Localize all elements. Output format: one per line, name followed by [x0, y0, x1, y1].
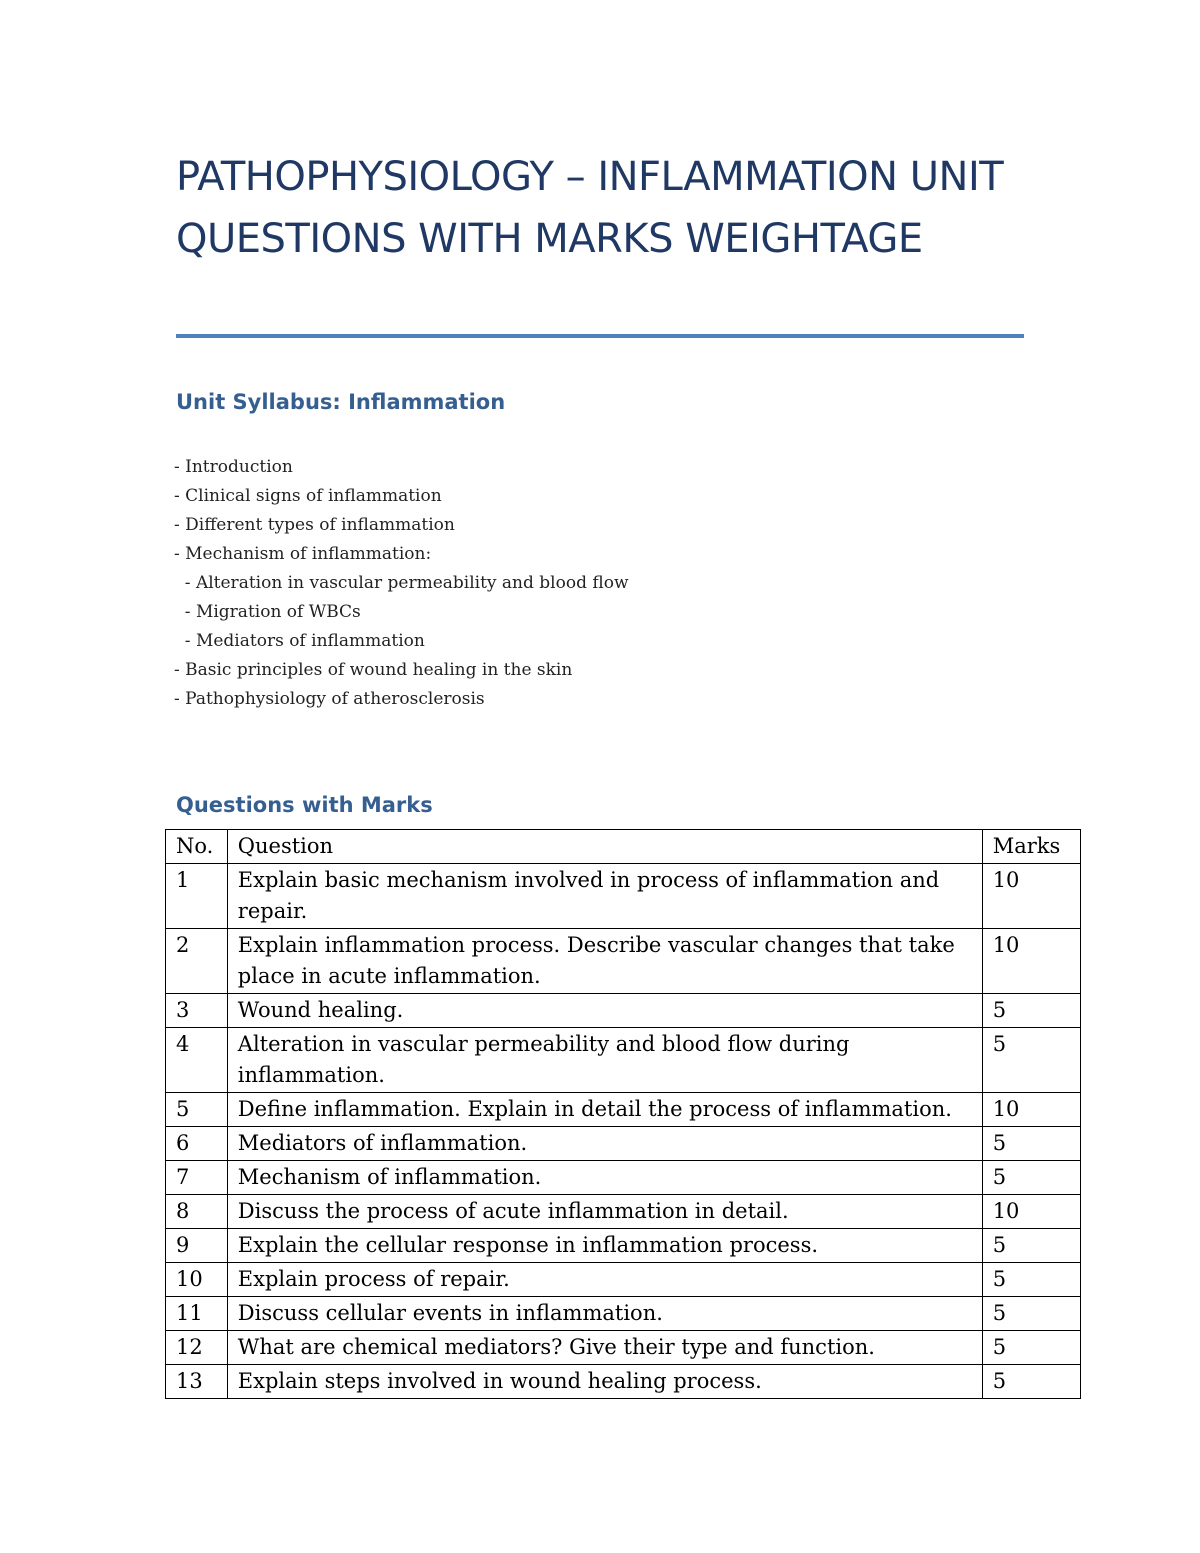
- syllabus-item: - Pathophysiology of atherosclerosis: [174, 689, 485, 709]
- questions-heading: Questions with Marks: [176, 793, 433, 817]
- table-row: [166, 1263, 1081, 1297]
- syllabus-subitem: - Mediators of inflammation: [174, 631, 425, 651]
- question-text: Mechanism of inflammation.: [227, 1161, 982, 1195]
- table-row: [166, 929, 1081, 994]
- question-text: Mediators of inflammation.: [227, 1127, 982, 1161]
- syllabus-item: - Clinical signs of inflammation: [174, 486, 442, 506]
- syllabus-subitem: - Alteration in vascular permeability and blood flow: [174, 573, 629, 593]
- question-marks: 5: [982, 1127, 1080, 1161]
- question-text: Alteration in vascular permeability and blood flow during inflammation.: [227, 1028, 982, 1093]
- table-row: [166, 1297, 1081, 1331]
- question-text: Discuss cellular events in inflammation.: [227, 1297, 982, 1331]
- question-number: 3: [166, 994, 228, 1028]
- table-row: [166, 1028, 1081, 1093]
- syllabus-item: - Introduction: [174, 457, 293, 477]
- question-number: 9: [166, 1229, 228, 1263]
- table-row: [166, 864, 1081, 929]
- question-marks: 5: [982, 1161, 1080, 1195]
- question-text: Explain the cellular response in inflammation process.: [227, 1229, 982, 1263]
- question-text: Define inflammation. Explain in detail the process of inflammation.: [227, 1093, 982, 1127]
- question-number: 2: [166, 929, 228, 994]
- question-number: 8: [166, 1195, 228, 1229]
- question-marks: 5: [982, 1297, 1080, 1331]
- question-text: Explain process of repair.: [227, 1263, 982, 1297]
- question-text: Explain basic mechanism involved in process of inflammation and repair.: [227, 864, 982, 929]
- table-row: [166, 1195, 1081, 1229]
- question-number: 12: [166, 1331, 228, 1365]
- document-title: PATHOPHYSIOLOGY – INFLAMMATION UNIT QUESTIONS WITH MARKS WEIGHTAGE: [176, 154, 1004, 262]
- question-marks: 5: [982, 1263, 1080, 1297]
- question-number: 7: [166, 1161, 228, 1195]
- question-marks: 5: [982, 1331, 1080, 1365]
- table-row: [166, 1161, 1081, 1195]
- column-header-question: Question: [227, 830, 982, 864]
- table-row: [166, 1229, 1081, 1263]
- syllabus-subitem: - Migration of WBCs: [174, 602, 361, 622]
- table-row: [166, 1365, 1081, 1399]
- table-header-row: [166, 830, 1081, 864]
- question-text: What are chemical mediators? Give their type and function.: [227, 1331, 982, 1365]
- column-header-no: No.: [166, 830, 228, 864]
- syllabus-list: [174, 453, 629, 714]
- question-marks: 10: [982, 1195, 1080, 1229]
- question-marks: 5: [982, 1028, 1080, 1093]
- column-header-marks: Marks: [982, 830, 1080, 864]
- question-number: 5: [166, 1093, 228, 1127]
- question-number: 1: [166, 864, 228, 929]
- question-text: Explain inflammation process. Describe vascular changes that take place in acute inflammation.: [227, 929, 982, 994]
- question-marks: 10: [982, 929, 1080, 994]
- question-marks: 5: [982, 1365, 1080, 1399]
- question-marks: 5: [982, 994, 1080, 1028]
- syllabus-item: - Mechanism of inflammation:: [174, 544, 432, 564]
- syllabus-heading: Unit Syllabus: Inflammation: [176, 390, 506, 414]
- table-row: [166, 1127, 1081, 1161]
- question-marks: 10: [982, 864, 1080, 929]
- table-row: [166, 1331, 1081, 1365]
- question-text: Discuss the process of acute inflammation in detail.: [227, 1195, 982, 1229]
- title-underline: [176, 334, 1024, 338]
- question-marks: 5: [982, 1229, 1080, 1263]
- question-text: Explain steps involved in wound healing process.: [227, 1365, 982, 1399]
- table-row: [166, 994, 1081, 1028]
- question-marks: 10: [982, 1093, 1080, 1127]
- syllabus-item: - Different types of inflammation: [174, 515, 455, 535]
- questions-table: [165, 829, 1081, 1399]
- question-text: Wound healing.: [227, 994, 982, 1028]
- question-number: 13: [166, 1365, 228, 1399]
- question-number: 10: [166, 1263, 228, 1297]
- question-number: 6: [166, 1127, 228, 1161]
- question-number: 4: [166, 1028, 228, 1093]
- syllabus-item: - Basic principles of wound healing in the skin: [174, 660, 573, 680]
- question-number: 11: [166, 1297, 228, 1331]
- table-row: [166, 1093, 1081, 1127]
